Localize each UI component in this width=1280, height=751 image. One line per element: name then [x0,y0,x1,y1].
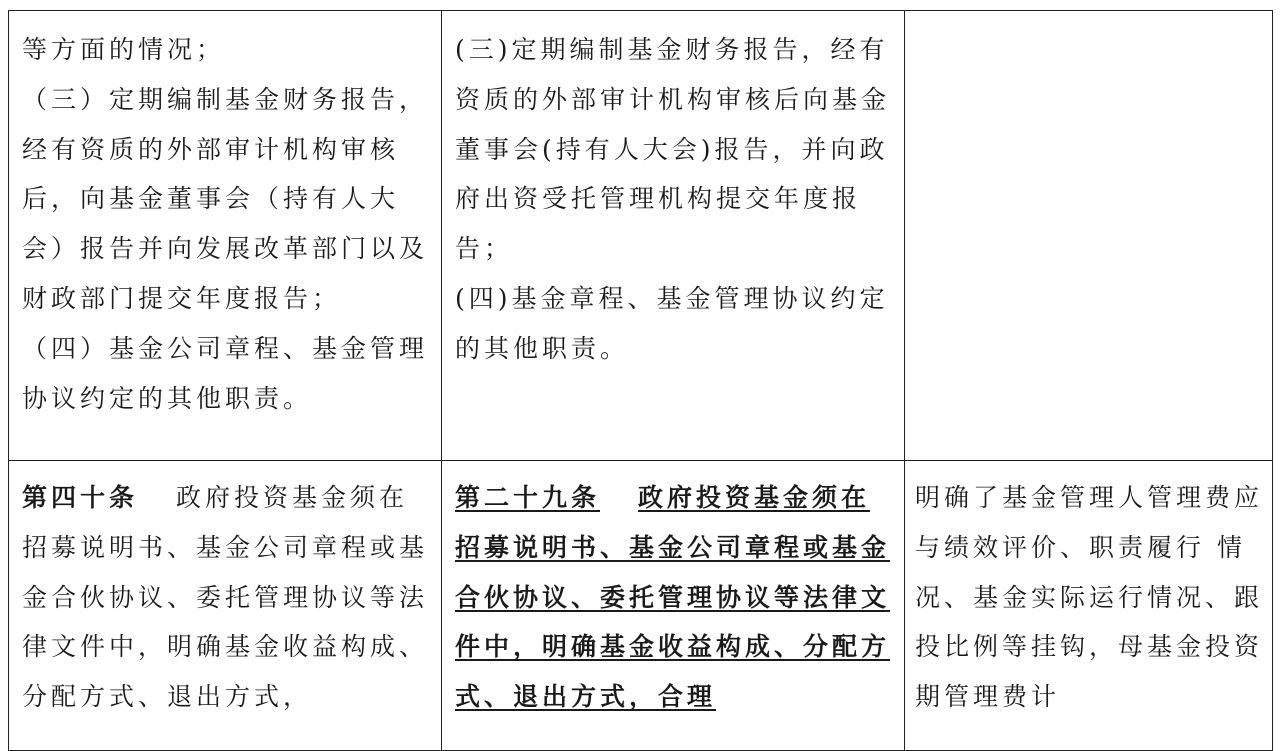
article-number: 第四十条 [22,483,139,512]
original-text-cell [9,11,442,461]
article-text: 政府投资基金须在招募说明书、基金公司章程或基金合伙协议、委托管理协议等法律文件中，明确基金收益构成、分配方式、退出方式，合理 [455,483,891,712]
explanation-cell [905,461,1273,751]
table-row [9,11,1273,461]
table-row [9,461,1273,751]
comparison-table [8,10,1273,751]
article-text: 政府投资基金须在招募说明书、基金公司章程或基金合伙协议、委托管理协议等法律文件中，明确基金收益构成、分配方式、退出方式， [22,483,429,712]
paragraph: （三）定期编制基金财务报告，经有资质的外部审计机构审核后，向基金董事会（持有人大会）报告并向发展改革部门以及财政部门提交年度报告； [22,84,429,313]
explanation-cell [905,11,1273,461]
paragraph: （四）基金公司章程、基金管理协议约定的其他职责。 [22,333,429,413]
article-number: 第二十九条 [455,483,601,512]
paragraph: (三)定期编制基金财务报告，经有资质的外部审计机构审核后向基金董事会(持有人大会)报告，并向政府出资受托管理机构提交年度报告； [455,35,891,264]
paragraph: 等方面的情况； [22,35,226,64]
explanation-text: 明确了基金管理人管理费应与绩效评价、职责履行 情况、基金实际运行情况、跟投比例等挂钩，母基金投资期管理费计 [915,483,1264,712]
paragraph: (四)基金章程、基金管理协议约定的其他职责。 [455,283,889,363]
revised-text-cell [442,461,905,751]
original-text-cell [9,461,442,751]
revised-text-cell [442,11,905,461]
